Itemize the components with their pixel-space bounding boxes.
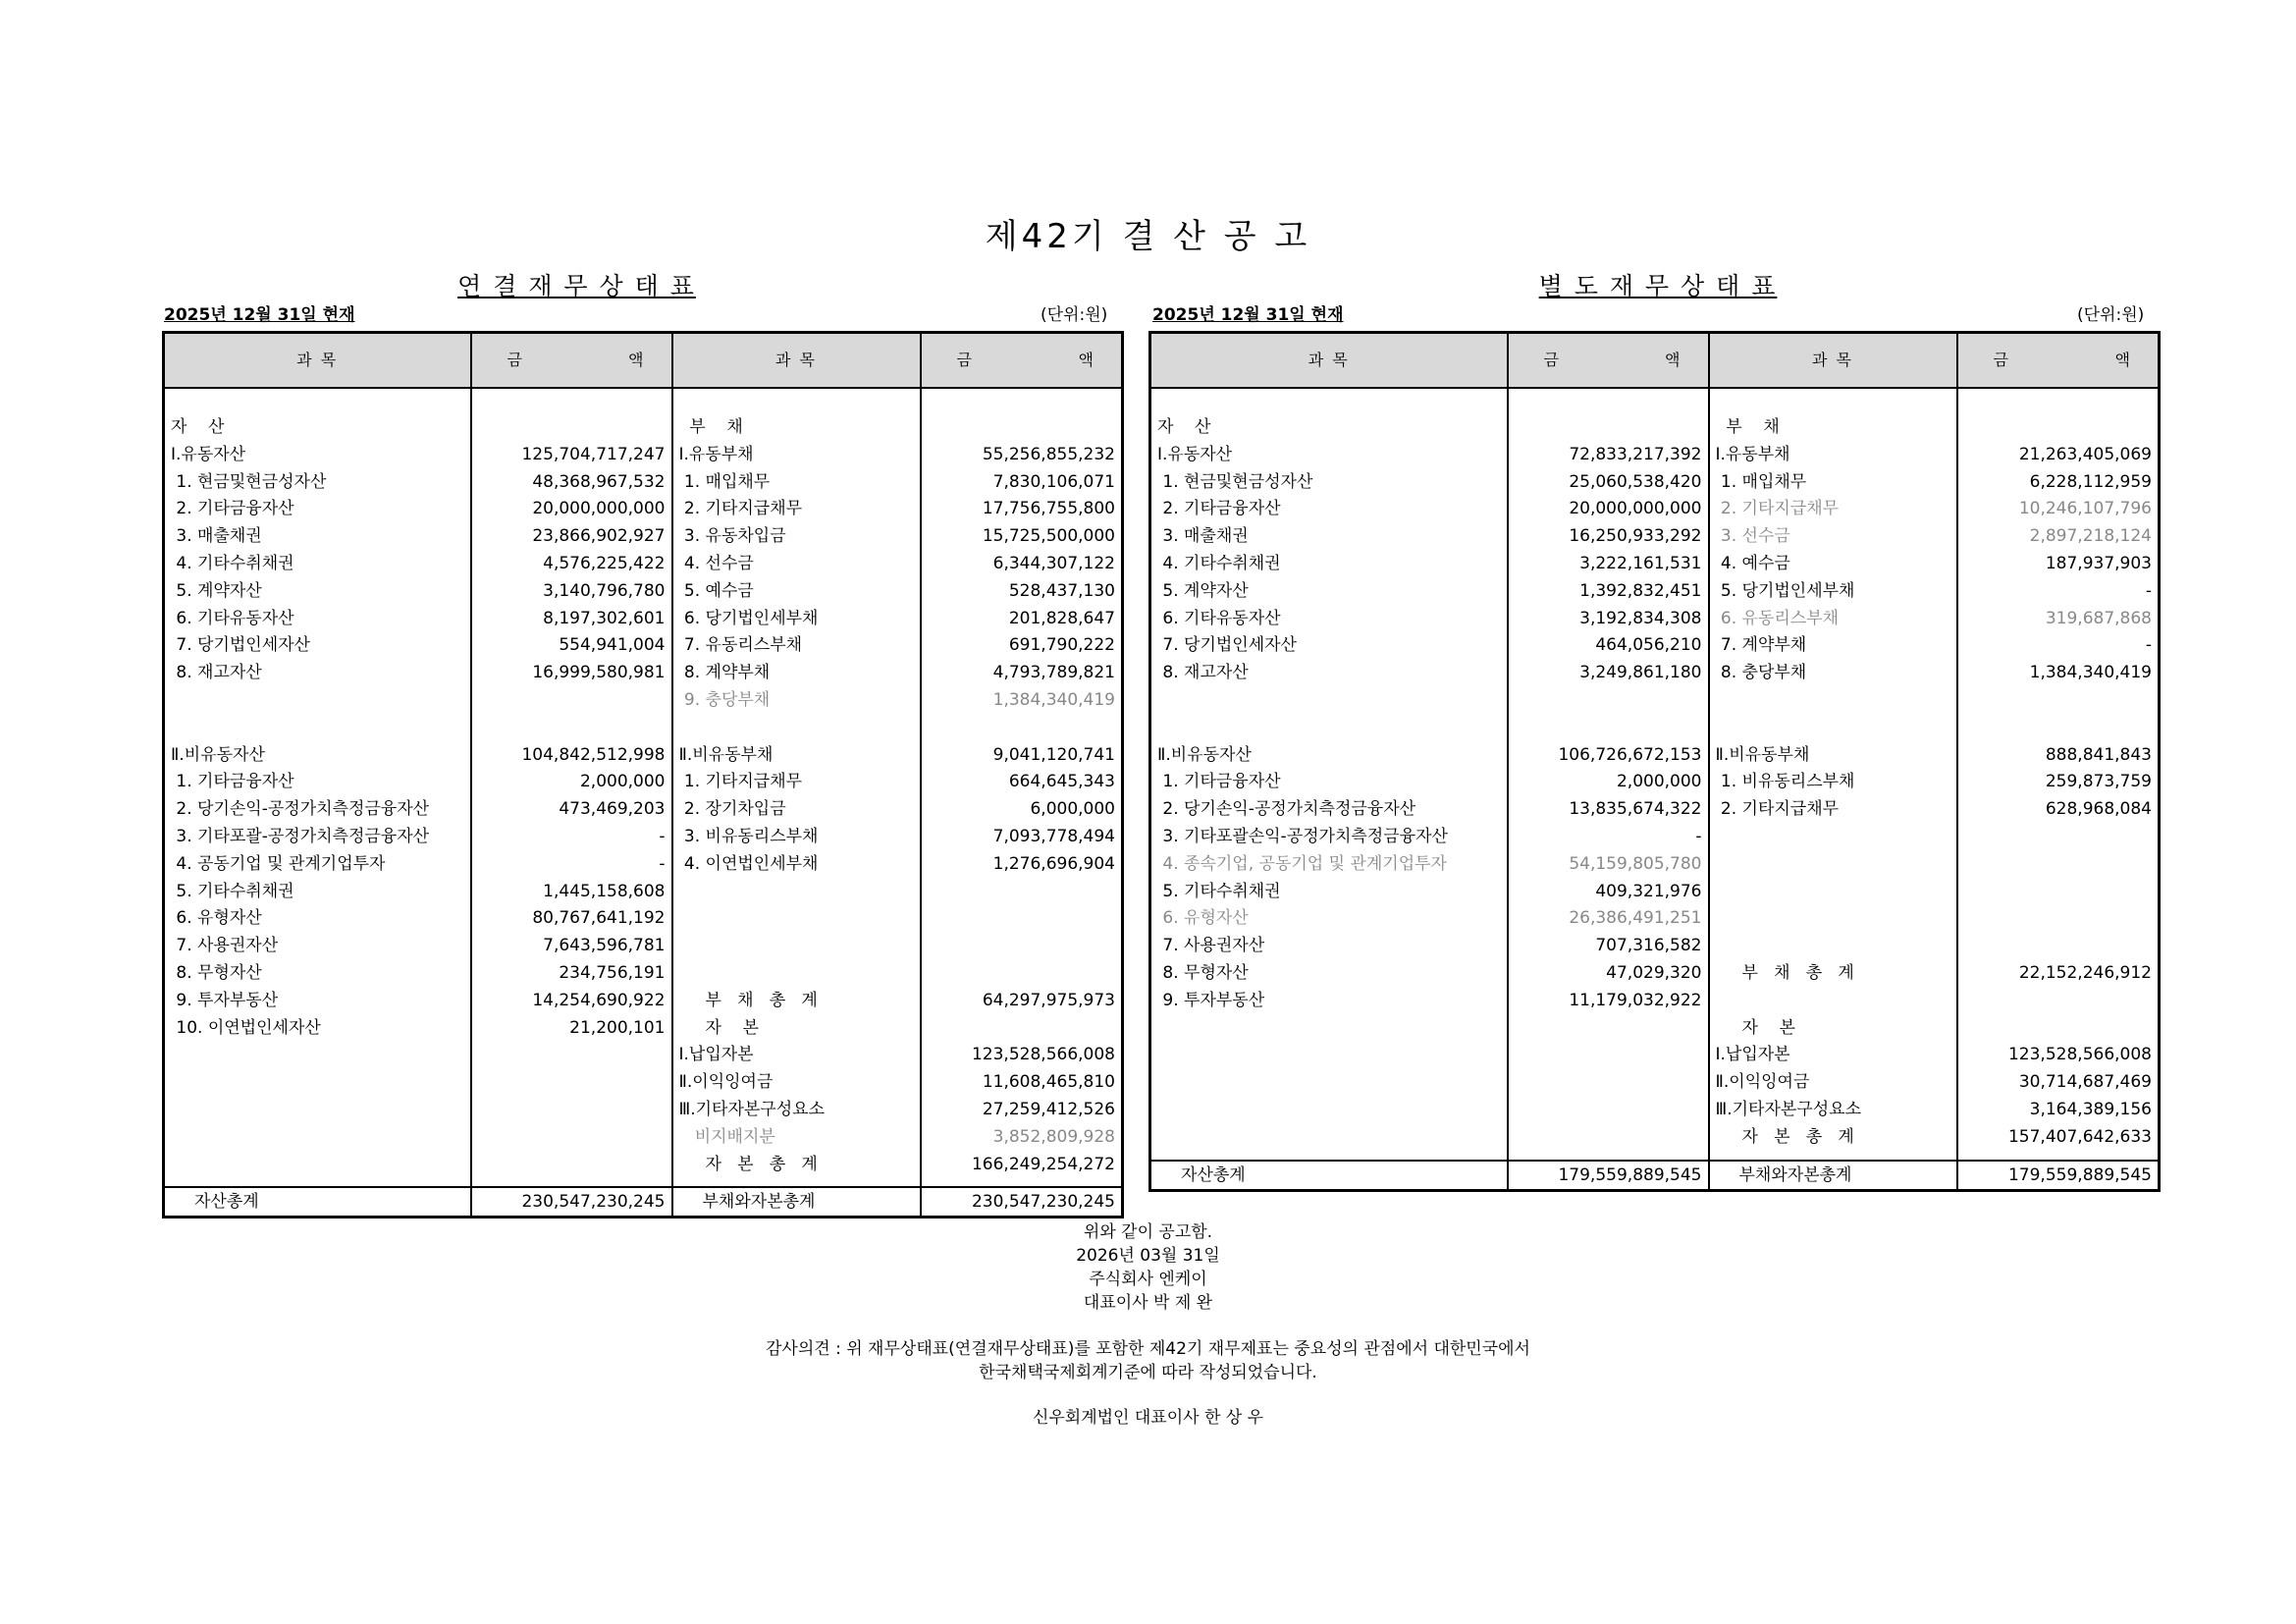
total-assets-value: 179,559,889,545 — [1508, 1161, 1709, 1191]
line-item-label: 부 채 총 계 — [678, 990, 818, 1010]
line-item-value: 201,828,647 — [1008, 608, 1115, 628]
line-item-value: 64,297,975,973 — [982, 990, 1115, 1010]
line-item-value: 21,263,405,069 — [2018, 444, 2152, 464]
line-item-value: 234,756,191 — [559, 962, 666, 983]
line-item-label — [1716, 851, 1950, 879]
line-item-label: 2. 기타지급채무 — [1715, 799, 1840, 820]
line-item-label: 7. 유동리스부채 — [678, 635, 803, 656]
line-item-value — [1515, 687, 1702, 715]
line-item-value: 187,937,903 — [2045, 553, 2152, 573]
line-item-value: 13,835,674,322 — [1569, 799, 1702, 820]
line-item-value: 628,968,084 — [2045, 799, 2152, 820]
line-item-label: 2. 기타지급채무 — [678, 499, 803, 519]
line-item-value — [478, 687, 666, 715]
asset-values — [471, 388, 672, 1187]
line-item-value: 125,704,717,247 — [521, 444, 666, 464]
line-item-value: 707,316,582 — [1595, 936, 1702, 956]
line-item-label — [679, 879, 914, 906]
line-item-label: Ⅱ.비유동부채 — [678, 744, 774, 765]
liability-values — [921, 388, 1123, 1187]
line-item-label: 7. 사용권자산 — [1157, 936, 1265, 956]
line-item-value — [928, 933, 1116, 960]
line-item-value: 7,830,106,071 — [992, 471, 1115, 492]
line-item-label: 1. 기타지급채무 — [678, 772, 803, 792]
total-le-label: 부채와자본총계 — [672, 1187, 921, 1218]
line-item-label: 부 채 총 계 — [1715, 962, 1854, 983]
line-item-value: 664,645,343 — [1008, 772, 1115, 792]
line-item-label: 1. 비유동리스부채 — [1715, 772, 1855, 792]
line-item-value: 54,159,805,780 — [1569, 853, 1702, 874]
line-item-label: Ⅰ.납입자본 — [1715, 1045, 1790, 1065]
header-amount: 금 액 — [1508, 333, 1709, 389]
line-item-label: 8. 재고자산 — [171, 663, 262, 683]
audit-opinion — [0, 1337, 2296, 1384]
line-item-label: 9. 투자부동산 — [171, 990, 279, 1010]
line-item-label: 5. 예수금 — [678, 580, 754, 601]
line-item-value: 10,246,107,796 — [2018, 499, 2152, 519]
line-item-value: 473,469,203 — [559, 799, 666, 820]
line-item-label: 3. 유동차입금 — [678, 526, 786, 547]
line-item-label — [1716, 905, 1950, 933]
line-item-value — [928, 960, 1116, 988]
line-item-label: 비지배지분 — [678, 1126, 775, 1147]
line-item-value: 6,000,000 — [1030, 799, 1115, 820]
line-item-value — [1964, 879, 2153, 906]
line-item-value: 4,793,789,821 — [992, 663, 1115, 683]
line-item-value: 27,259,412,526 — [982, 1099, 1115, 1119]
line-item-label: 2. 당기손익-공정가치측정금융자산 — [1157, 799, 1416, 820]
line-item-value: 16,999,580,981 — [532, 663, 666, 683]
line-item-label: 4. 이연법인세부채 — [678, 853, 819, 874]
line-item-value — [1964, 905, 2153, 933]
line-item-label: 1. 매입채무 — [1715, 471, 1807, 492]
page-title: 제42기 결 산 공 고 — [985, 217, 1311, 256]
line-item-value: 55,256,855,232 — [982, 444, 1115, 464]
line-item-value — [928, 905, 1116, 933]
line-item-value: 30,714,687,469 — [2018, 1072, 2152, 1093]
total-le-label: 부채와자본총계 — [1709, 1161, 1957, 1191]
line-item-value: 2,897,218,124 — [2029, 526, 2152, 547]
line-item-label: 5. 기타수취채권 — [171, 881, 294, 901]
line-item-label — [1157, 687, 1501, 715]
line-item-label: Ⅱ.비유동자산 — [1157, 744, 1252, 765]
line-item-label: 9. 투자부동산 — [1157, 990, 1265, 1010]
line-item-value — [1964, 824, 2153, 851]
line-item-label: Ⅰ.유동부채 — [678, 444, 754, 464]
line-item-value: 47,029,320 — [1606, 962, 1702, 983]
line-item-value: 123,528,566,008 — [2007, 1045, 2152, 1065]
line-item-label: Ⅰ.납입자본 — [678, 1045, 754, 1065]
asset-labels — [164, 388, 471, 1187]
line-item-value: 7,643,596,781 — [543, 936, 666, 956]
line-item-label: Ⅲ.기타자본구성요소 — [678, 1099, 826, 1119]
line-item-value: 1,392,832,451 — [1579, 580, 1702, 601]
line-item-label: 자 본 총 계 — [1715, 1126, 1854, 1147]
separate-balance-sheet — [1148, 331, 2161, 1192]
line-item-value: 6,344,307,122 — [992, 553, 1115, 573]
line-item-value — [928, 414, 1116, 442]
line-item-value: 8,197,302,601 — [543, 608, 666, 628]
line-item-value: 3,852,809,928 — [992, 1126, 1115, 1147]
consolidated-subtitle: 연 결 재 무 상 태 표 — [457, 272, 696, 300]
line-item-label: 8. 충당부채 — [1715, 663, 1807, 683]
line-item-value — [1964, 933, 2153, 960]
line-item-value: 20,000,000,000 — [532, 499, 666, 519]
line-item-label: 2. 기타금융자산 — [1157, 499, 1281, 519]
line-item-label: 5. 당기법인세부채 — [1715, 580, 1855, 601]
line-item-label: 4. 기타수취채권 — [1157, 553, 1281, 573]
line-item-label: 3. 기타포괄-공정가치측정금융자산 — [171, 826, 430, 846]
announcement-block — [0, 1220, 2296, 1315]
line-item-label — [1716, 715, 1950, 742]
liability-labels — [672, 388, 921, 1187]
line-item-label: 2. 기타금융자산 — [171, 499, 294, 519]
line-item-value: - — [2145, 580, 2152, 601]
line-item-label: 6. 기타유동자산 — [1157, 608, 1281, 628]
announcement-date: 2026년 03월 31일 — [1076, 1246, 1220, 1266]
line-item-label: 4. 기타수취채권 — [171, 553, 294, 573]
liability-labels — [1709, 388, 1957, 1161]
line-item-label — [171, 715, 464, 742]
line-item-label: 3. 비유동리스부채 — [678, 826, 819, 846]
line-item-value: 2,000,000 — [1616, 772, 1702, 792]
line-item-label: 4. 선수금 — [678, 553, 754, 573]
line-item-value: 23,866,902,927 — [532, 526, 666, 547]
separate-as-of: 2025년 12월 31일 현재 — [1152, 305, 1344, 325]
separate-subtitle: 별 도 재 무 상 태 표 — [1538, 272, 1778, 300]
line-item-value — [1964, 715, 2153, 742]
line-item-value: 104,842,512,998 — [521, 744, 666, 765]
line-item-value: 20,000,000,000 — [1569, 499, 1702, 519]
line-item-value: 11,608,465,810 — [982, 1072, 1115, 1093]
line-item-label: 3. 기타포괄손익-공정가치측정금융자산 — [1157, 826, 1448, 846]
line-item-label: 4. 예수금 — [1715, 553, 1790, 573]
header-item: 과 목 — [164, 333, 471, 389]
line-item-label: 8. 계약부채 — [678, 663, 771, 683]
line-item-value: 72,833,217,392 — [1569, 444, 1702, 464]
line-item-value: - — [1695, 826, 1702, 846]
line-item-value: 3,249,861,180 — [1579, 663, 1702, 683]
line-item-label: 7. 사용권자산 — [171, 936, 279, 956]
line-item-label — [679, 905, 914, 933]
company-name: 주식회사 엔케이 — [1089, 1270, 1207, 1289]
line-item-label — [679, 933, 914, 960]
line-item-value: 4,576,225,422 — [543, 553, 666, 573]
line-item-value: - — [2145, 635, 2152, 656]
asset-labels — [1150, 388, 1508, 1161]
line-item-value — [1964, 687, 2153, 715]
line-item-label: 6. 기타유동자산 — [171, 608, 294, 628]
line-item-label: 7. 당기법인세자산 — [171, 635, 310, 656]
line-item-label — [679, 715, 914, 742]
line-item-value: 166,249,254,272 — [971, 1154, 1115, 1174]
line-item-label — [171, 687, 464, 715]
line-item-label: Ⅰ.유동부채 — [1715, 444, 1790, 464]
line-item-label: 1. 현금및현금성자산 — [1157, 471, 1313, 492]
line-item-value: 6,228,112,959 — [2029, 471, 2152, 492]
line-item-value: 1,384,340,419 — [2029, 663, 2152, 683]
line-item-value: 259,873,759 — [2045, 772, 2152, 792]
line-item-value: 319,687,868 — [2045, 608, 2152, 628]
line-item-value: 14,254,690,922 — [532, 990, 666, 1010]
total-assets-label: 자산총계 — [164, 1187, 471, 1218]
line-item-value — [928, 1015, 1116, 1043]
ceo-name: 대표이사 박 제 완 — [1083, 1293, 1213, 1313]
total-le-value: 179,559,889,545 — [1957, 1161, 2160, 1191]
line-item-label: Ⅱ.이익잉여금 — [1715, 1072, 1810, 1093]
header-item: 과 목 — [1150, 333, 1508, 389]
audit-line-1: 감사의견 : 위 재무상태표(연결재무상태표)를 포함한 제42기 재무제표는 중요성의 관점에서 대한민국에서 — [766, 1339, 1530, 1359]
line-item-label: 9. 충당부채 — [678, 689, 771, 710]
line-item-label: 2. 당기손익-공정가치측정금융자산 — [171, 799, 430, 820]
line-item-label: Ⅰ.유동자산 — [171, 444, 246, 464]
line-item-label: 자 산 — [1157, 417, 1211, 437]
line-item-value: 15,725,500,000 — [982, 526, 1115, 547]
line-item-value: 409,321,976 — [1595, 881, 1702, 901]
audit-line-2: 한국채택국제회계기준에 따라 작성되었습니다. — [979, 1363, 1317, 1382]
asset-values — [1508, 388, 1709, 1161]
line-item-label — [1716, 824, 1950, 851]
consolidated-balance-sheet — [162, 331, 1124, 1218]
line-item-label: Ⅱ.비유동자산 — [171, 744, 265, 765]
line-item-label: 5. 기타수취채권 — [1157, 881, 1281, 901]
line-item-label: Ⅱ.비유동부채 — [1715, 744, 1810, 765]
line-item-label: 8. 무형자산 — [1157, 962, 1249, 983]
line-item-label: 3. 매출채권 — [1157, 526, 1249, 547]
line-item-label — [1716, 988, 1950, 1015]
line-item-value: 157,407,642,633 — [2007, 1126, 2152, 1147]
line-item-value: 9,041,120,741 — [992, 744, 1115, 765]
line-item-value — [1964, 988, 2153, 1015]
line-item-label: 7. 당기법인세자산 — [1157, 635, 1297, 656]
line-item-value: 464,056,210 — [1595, 635, 1702, 656]
line-item-label: Ⅲ.기타자본구성요소 — [1715, 1099, 1862, 1119]
line-item-label: 4. 종속기업, 공동기업 및 관계기업투자 — [1157, 853, 1447, 874]
total-le-value: 230,547,230,245 — [921, 1187, 1123, 1218]
line-item-label: 1. 기타금융자산 — [1157, 772, 1281, 792]
line-item-label: 자 본 총 계 — [678, 1154, 818, 1174]
consolidated-as-of: 2025년 12월 31일 현재 — [164, 305, 355, 325]
line-item-value — [1515, 715, 1702, 742]
line-item-label: 6. 당기법인세부채 — [678, 608, 819, 628]
consolidated-unit: (단위:원) — [1041, 305, 1108, 325]
auditor-signature: 신우회계법인 대표이사 한 상 우 — [1032, 1408, 1264, 1428]
line-item-label: 5. 계약자산 — [1157, 580, 1249, 601]
announcement-text: 위와 같이 공고함. — [1083, 1222, 1213, 1242]
line-item-label: 7. 계약부채 — [1715, 635, 1807, 656]
line-item-value — [478, 414, 666, 442]
liability-values — [1957, 388, 2160, 1161]
line-item-label: 1. 기타금융자산 — [171, 772, 294, 792]
line-item-value — [478, 715, 666, 742]
line-item-value — [928, 879, 1116, 906]
line-item-value: 1,445,158,608 — [543, 881, 666, 901]
line-item-value: 691,790,222 — [1008, 635, 1115, 656]
line-item-value: 21,200,101 — [569, 1017, 666, 1038]
line-item-value: 22,152,246,912 — [2018, 962, 2152, 983]
separate-unit: (단위:원) — [2077, 305, 2145, 325]
header-amount: 금 액 — [471, 333, 672, 389]
line-item-value: - — [659, 826, 666, 846]
line-item-value: 3,164,389,156 — [2029, 1099, 2152, 1119]
line-item-label — [1716, 687, 1950, 715]
line-item-label: 10. 이연법인세자산 — [171, 1017, 321, 1038]
line-item-label: 6. 유형자산 — [1157, 908, 1249, 929]
line-item-label — [1716, 879, 1950, 906]
line-item-value: 1,276,696,904 — [992, 853, 1115, 874]
line-item-label: 1. 현금및현금성자산 — [171, 471, 327, 492]
line-item-label: 6. 유동리스부채 — [1715, 608, 1840, 628]
line-item-label: 8. 무형자산 — [171, 962, 262, 983]
total-assets-label: 자산총계 — [1150, 1161, 1508, 1191]
line-item-value: 80,767,641,192 — [532, 908, 666, 929]
line-item-value — [1964, 414, 2153, 442]
line-item-value: 888,841,843 — [2045, 744, 2152, 765]
line-item-label: 1. 매입채무 — [678, 471, 771, 492]
line-item-value: 25,060,538,420 — [1569, 471, 1702, 492]
line-item-label: 3. 선수금 — [1715, 526, 1790, 547]
line-item-label: 3. 매출채권 — [171, 526, 262, 547]
line-item-value: 3,222,161,531 — [1579, 553, 1702, 573]
header-item: 과 목 — [672, 333, 921, 389]
line-item-value: 48,368,967,532 — [532, 471, 666, 492]
line-item-value: 3,140,796,780 — [543, 580, 666, 601]
line-item-label: 2. 기타지급채무 — [1715, 499, 1840, 519]
header-amount: 금 액 — [921, 333, 1123, 389]
header-amount: 금 액 — [1957, 333, 2160, 389]
line-item-value: 106,726,672,153 — [1558, 744, 1702, 765]
line-item-value: 123,528,566,008 — [971, 1045, 1115, 1065]
line-item-value: 17,756,755,800 — [982, 499, 1115, 519]
line-item-value — [1964, 851, 2153, 879]
total-assets-value: 230,547,230,245 — [471, 1187, 672, 1218]
line-item-value: 26,386,491,251 — [1569, 908, 1702, 929]
line-item-value: 554,941,004 — [559, 635, 666, 656]
line-item-value: 7,093,778,494 — [992, 826, 1115, 846]
line-item-label: 5. 계약자산 — [171, 580, 262, 601]
line-item-label — [679, 960, 914, 988]
line-item-value: 1,384,340,419 — [992, 689, 1115, 710]
line-item-label — [1716, 933, 1950, 960]
line-item-label: 부 채 — [678, 417, 743, 437]
header-item: 과 목 — [1709, 333, 1957, 389]
line-item-label: 자 산 — [171, 417, 225, 437]
line-item-value — [1515, 414, 1702, 442]
line-item-label: 6. 유형자산 — [171, 908, 262, 929]
line-item-label: 자 본 — [678, 1017, 759, 1038]
line-item-label: 2. 장기차입금 — [678, 799, 786, 820]
line-item-value: 528,437,130 — [1008, 580, 1115, 601]
line-item-label: 자 본 — [1715, 1017, 1795, 1038]
line-item-label: 부 채 — [1715, 417, 1780, 437]
line-item-value: 16,250,933,292 — [1569, 526, 1702, 547]
line-item-label: Ⅰ.유동자산 — [1157, 444, 1233, 464]
line-item-value — [1964, 1015, 2153, 1043]
line-item-value: 11,179,032,922 — [1569, 990, 1702, 1010]
line-item-label: Ⅱ.이익잉여금 — [678, 1072, 774, 1093]
line-item-value: 2,000,000 — [579, 772, 666, 792]
line-item-value — [928, 715, 1116, 742]
line-item-label: 8. 재고자산 — [1157, 663, 1249, 683]
line-item-label: 4. 공동기업 및 관계기업투자 — [171, 853, 386, 874]
line-item-value: 3,192,834,308 — [1579, 608, 1702, 628]
line-item-value: - — [659, 853, 666, 874]
line-item-label — [1157, 715, 1501, 742]
